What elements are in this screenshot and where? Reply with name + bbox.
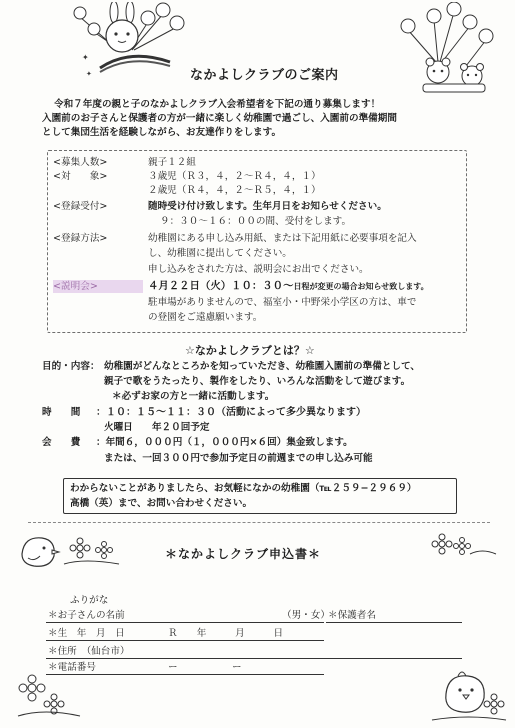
phone-field[interactable] xyxy=(46,674,324,675)
briefing-date xyxy=(148,280,429,293)
method-line: 申し込みをされた方は、説明会にお出でください。 xyxy=(148,264,369,275)
method-label: <登録方法> xyxy=(53,233,108,244)
birth-field[interactable] xyxy=(46,640,324,641)
time-label: 時 間 xyxy=(42,407,81,418)
about-title: ☆なかよしクラブとは？☆ xyxy=(185,344,315,357)
target-line: ３歳児（Ｒ３，４，２〜Ｒ４，４，１） xyxy=(148,171,321,182)
briefing-main: ４月２２日（火）１０：３０〜 xyxy=(148,280,294,292)
target-line: ２歳児（Ｒ４，４，２〜Ｒ５，４，１） xyxy=(148,185,321,196)
briefing-note: 日程が変更の場合お知らせ致します。 xyxy=(293,282,429,291)
fee-label: 会 費 xyxy=(42,437,81,448)
flowers-illustration xyxy=(430,532,500,562)
address-field[interactable] xyxy=(46,658,462,659)
purpose-line: 幼稚園がどんなところかを知っていただき、幼稚園入園前の準備として、 xyxy=(104,361,421,372)
reception-line: ９：３０〜１６：００の間、受付をします。 xyxy=(160,216,352,227)
phone-label[interactable]: ＊電話番号 xyxy=(48,662,96,673)
reception-label: <登録受付> xyxy=(53,201,108,212)
fee-line: または、一回３００円で参加予定日の前週までの申し込み可能 xyxy=(104,453,373,464)
birth-era[interactable]: Ｒ 年 月 日 xyxy=(168,628,284,639)
fee-line: ：年間６，０００円（１，０００円×６回）集金致します。 xyxy=(96,437,353,448)
intro-line: 入園前のお子さんと保護者の方が一緒に楽しく幼稚園で過ごし、入園前の準備期間 xyxy=(42,113,397,124)
intro-paragraph xyxy=(42,98,397,140)
gender-option[interactable]: （男・女） xyxy=(282,610,330,621)
bunny-balloons-illustration xyxy=(70,2,195,82)
purpose-label: 目的・内容： xyxy=(42,361,100,372)
method-line: し、幼稚園に提出してください。 xyxy=(148,248,292,259)
flowers-bottom-left-illustration xyxy=(14,672,84,722)
capacity-label: <募集人数> xyxy=(53,157,108,168)
bears-balloons-illustration xyxy=(378,2,508,100)
child-name-field[interactable] xyxy=(46,622,324,623)
briefing-label: <説明会> xyxy=(53,280,143,293)
address-label[interactable]: ＊住所 （仙台市） xyxy=(48,646,130,657)
form-title: ＊なかよしクラブ申込書＊ xyxy=(165,547,322,561)
phone-separator: ー xyxy=(232,662,242,673)
intro-line: として集団生活を経験しながら、お友達作りをします。 xyxy=(42,127,282,138)
chick-illustration xyxy=(428,664,508,724)
bird-flowers-illustration xyxy=(14,528,124,573)
time-line: ：１０：１５〜１１：３０（活動によって多少異なります） xyxy=(96,407,366,418)
guardian-label[interactable]: ＊保護者名 xyxy=(328,610,376,621)
child-name-label[interactable]: ＊お子さんの名前 xyxy=(48,610,125,621)
contact-line: わからないことがありましたら、お気軽になかの幼稚園（℡２５９−２９６９） xyxy=(70,483,417,494)
purpose-line: 親子で歌をうたったり、製作をしたり、いろんな活動をして遊びます。 xyxy=(104,376,411,387)
furigana-label: ふりがな xyxy=(70,595,109,606)
purpose-line: ＊必ずお家の方と一緒に活動します。 xyxy=(112,391,275,402)
guardian-field[interactable] xyxy=(326,622,462,623)
intro-line: 令和７年度の親と子のなかよしクラブ入会希望者を下記の通り募集します！ xyxy=(54,99,381,110)
birth-label[interactable]: ＊生 年 月 日 xyxy=(48,628,125,639)
target-label: <対 象> xyxy=(53,171,108,182)
page-title: なかよしクラブのご案内 xyxy=(190,68,339,83)
cut-line xyxy=(28,522,490,523)
briefing-line: の登園をご遠慮願います。 xyxy=(148,312,263,323)
time-line: 火曜日 年２０回予定 xyxy=(104,422,210,433)
briefing-line: 駐車場がありませんので、福室小・中野栄小学区の方は、車で xyxy=(148,297,417,308)
phone-separator: ー xyxy=(168,662,178,673)
method-line: 幼稚園にある申し込み用紙、または下記用紙に必要事項を記入 xyxy=(148,233,417,244)
capacity-value: 親子１２組 xyxy=(148,157,196,168)
contact-line: 高橋（英）まで、お問い合わせください。 xyxy=(70,498,253,509)
reception-line: 随時受け付け致します。生年月日をお知らせください。 xyxy=(148,201,387,212)
svg-text:✦: ✦ xyxy=(82,53,89,62)
svg-text:✦: ✦ xyxy=(86,70,92,78)
